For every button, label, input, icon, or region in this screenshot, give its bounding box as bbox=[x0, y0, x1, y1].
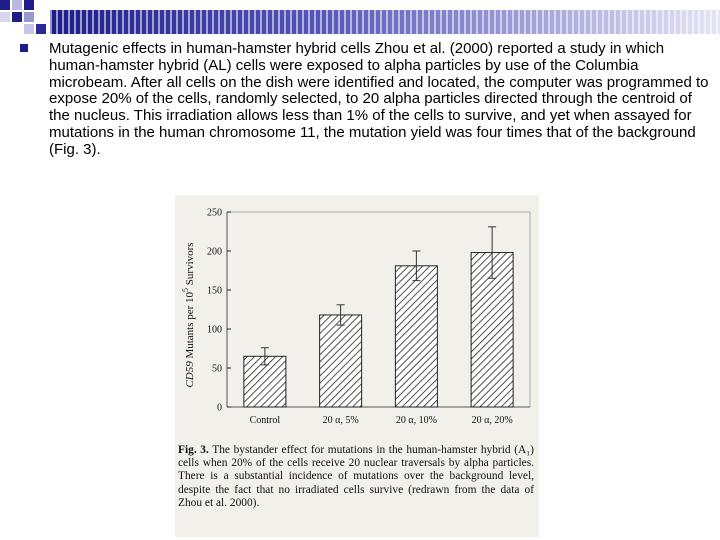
figure-panel bbox=[175, 195, 539, 537]
y-tick-label: 200 bbox=[207, 246, 222, 258]
y-tick-label: 0 bbox=[217, 402, 222, 414]
checker-square bbox=[24, 24, 34, 34]
bar-chart bbox=[175, 195, 539, 445]
caption-text: The bystander effect for mutations in the human-hamster hybrid (A₁) cells when 20% of the cells receive 20 nuclear traversals by alpha particles. There is a substantial incidence of mutations over the background level, despite the fact that no irradiated cells survive (redrawn from the data of Zhou et al. 2000). bbox=[178, 444, 534, 509]
bar bbox=[320, 315, 362, 407]
header-stripe-band bbox=[50, 10, 720, 34]
checker-square bbox=[12, 12, 22, 22]
figure-caption bbox=[178, 444, 534, 510]
checker-square bbox=[0, 0, 10, 10]
checker-square bbox=[24, 0, 34, 10]
x-tick-label: 20 α, 10% bbox=[395, 415, 437, 426]
y-axis-label: CD59 Mutants per $10^5$ Survivors bbox=[181, 242, 196, 388]
checker-square bbox=[12, 0, 22, 10]
checker-square bbox=[0, 12, 10, 22]
x-tick-label: 20 α, 5% bbox=[322, 415, 359, 426]
square-bullet-icon bbox=[20, 44, 28, 52]
y-tick-label: 50 bbox=[212, 363, 222, 375]
x-tick-label: Control bbox=[249, 415, 281, 426]
bullet-paragraph bbox=[20, 41, 710, 159]
y-tick-label: 150 bbox=[207, 285, 222, 297]
checker-square bbox=[24, 12, 34, 22]
caption-label: Fig. 3. bbox=[178, 444, 209, 456]
bar bbox=[395, 266, 437, 407]
y-tick-label: 250 bbox=[207, 207, 222, 219]
x-tick-label: 20 α, 20% bbox=[471, 415, 513, 426]
header-checker-decoration bbox=[0, 0, 48, 40]
y-tick-label: 100 bbox=[207, 324, 222, 336]
bullet-text: Mutagenic effects in human-hamster hybrid cells Zhou et al. (2000) reported a study in which human-hamster hybrid (AL) cells were exposed to alpha particles by use of the Columbia microbeam. After all cells on the dish were identified and located, the computer was programmed to expose 20% of the cells, randomly selected, to 20 alpha particles directed through the centroid of the nucleus. This irradiation allows less than 1% of the cells to survive, and yet when assayed for mutations in the human chromosome 11, the mutation yield was four times that of the background (Fig. 3). bbox=[49, 40, 709, 158]
checker-square bbox=[36, 24, 46, 34]
